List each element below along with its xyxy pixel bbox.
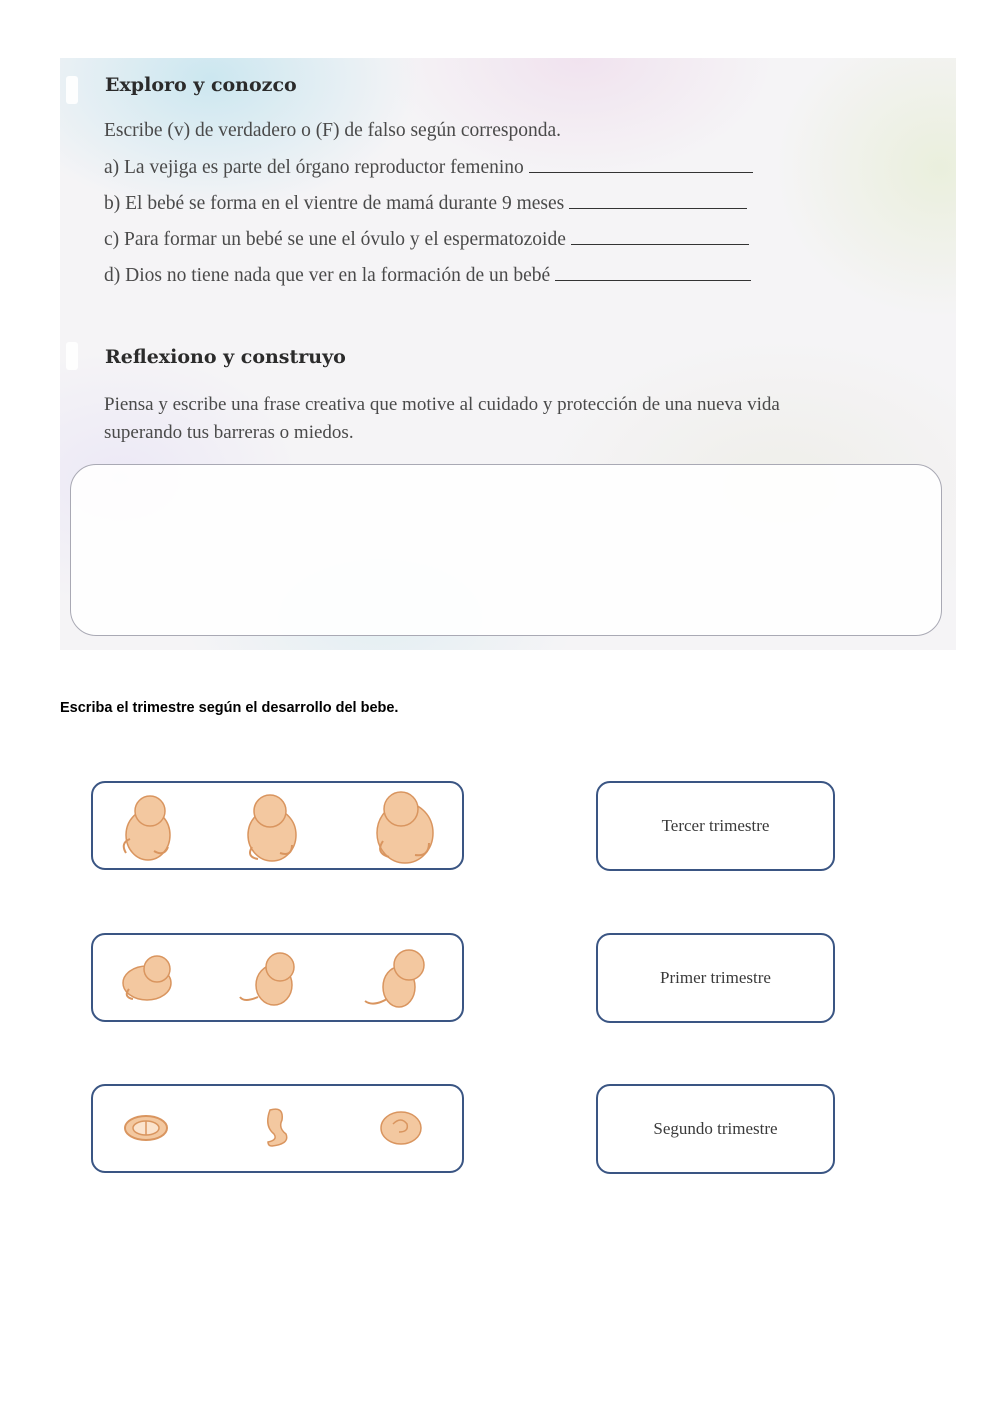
reflect-heading: Reflexiono y construyo	[105, 346, 346, 368]
statement-d-text: d) Dios no tiene nada que ver en la formación de un bebé	[104, 265, 551, 286]
reflect-prompt-line-2: superando tus barreras o miedos.	[104, 422, 354, 443]
fetus-icon	[123, 956, 171, 1000]
fetus-icon	[240, 953, 294, 1005]
embryo-cell-icon	[125, 1116, 167, 1140]
statement-c	[104, 229, 749, 251]
statement-a	[104, 157, 753, 179]
statement-c-text: c) Para formar un bebé se une el óvulo y el espermatozoide	[104, 229, 566, 250]
explore-heading: Exploro y conozco	[105, 74, 297, 96]
activity-instruction: Escriba el trimestre según el desarrollo del bebe.	[60, 700, 399, 716]
fetus-image-card-1[interactable]	[91, 781, 464, 870]
embryo-icon	[268, 1109, 287, 1146]
trimester-label-card-1[interactable]: Tercer trimestre	[596, 781, 835, 871]
explore-intro: Escribe (v) de verdadero o (F) de falso según corresponda.	[104, 120, 561, 141]
panel-tab-marker	[66, 342, 78, 370]
fetus-icon	[248, 795, 296, 861]
answer-blank-a[interactable]	[529, 158, 753, 173]
fetus-icon	[377, 792, 433, 863]
statement-a-text: a) La vejiga es parte del órgano reproductor femenino	[104, 157, 524, 178]
panel-tab-marker	[66, 76, 78, 104]
fetus-image-card-3[interactable]	[91, 1084, 464, 1173]
fetus-icon	[365, 950, 424, 1007]
statement-d	[104, 265, 751, 287]
fetus-image-card-2[interactable]	[91, 933, 464, 1022]
statement-b	[104, 193, 747, 215]
answer-blank-b[interactable]	[569, 194, 747, 209]
reflection-answer-box[interactable]	[70, 464, 942, 636]
trimester-label-card-3[interactable]: Segundo trimestre	[596, 1084, 835, 1174]
reflect-prompt-line-1: Piensa y escribe una frase creativa que motive al cuidado y protección de una nueva vida	[104, 394, 780, 415]
trimester-label-card-2[interactable]: Primer trimestre	[596, 933, 835, 1023]
answer-blank-c[interactable]	[571, 230, 749, 245]
statement-b-text: b) El bebé se forma en el vientre de mamá durante 9 meses	[104, 193, 565, 214]
embryo-icon	[381, 1112, 421, 1144]
answer-blank-d[interactable]	[555, 266, 751, 281]
fetus-icon	[124, 796, 170, 860]
